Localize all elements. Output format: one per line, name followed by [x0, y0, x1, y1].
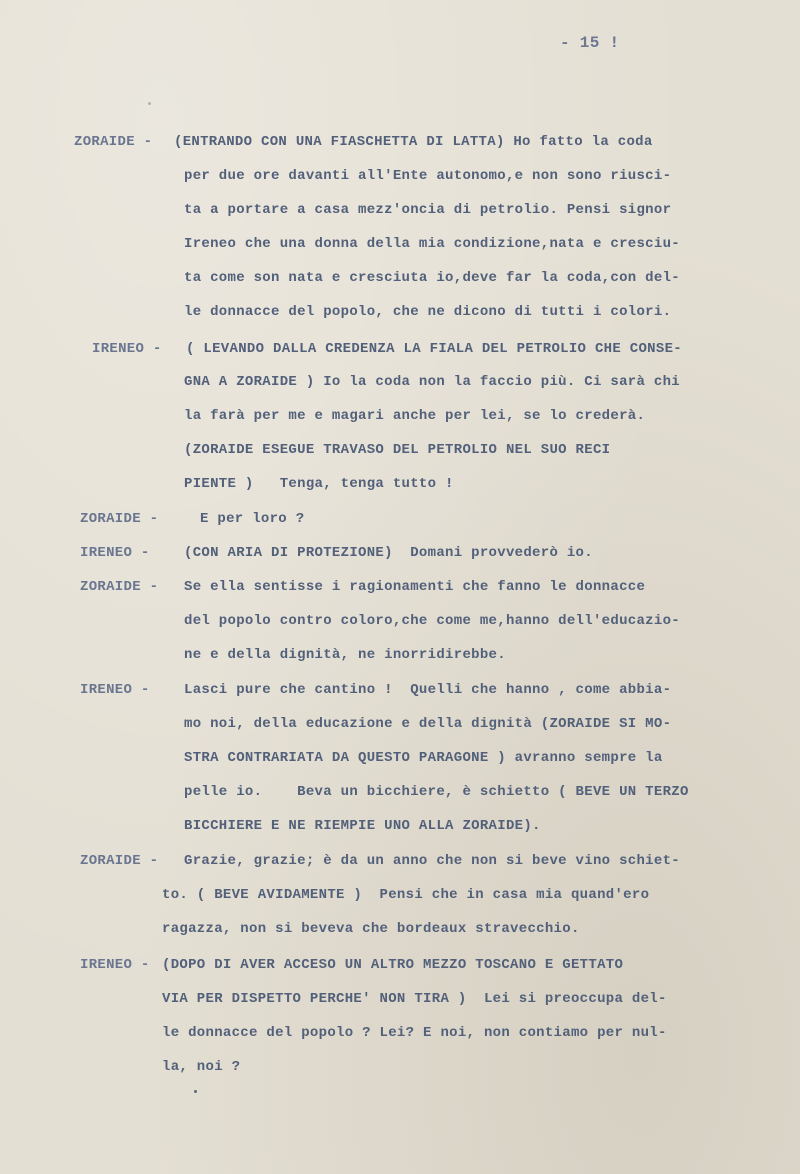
dialogue-line: to. ( BEVE AVIDAMENTE ) Pensi che in casa mia quand'ero	[162, 887, 650, 903]
dialogue-line: pelle io. Beva un bicchiere, è schietto ( BEVE UN TERZO	[184, 784, 689, 800]
stage-direction-line: ( LEVANDO DALLA CREDENZA LA FIALA DEL PETROLIO CHE CONSE-	[186, 341, 682, 357]
speaker-label: IRENEO -	[80, 545, 150, 561]
dialogue-line: per due ore davanti all'Ente autonomo,e non sono riusci-	[184, 168, 672, 184]
dialogue-line: ne e della dignità, ne inorridirebbe.	[184, 647, 506, 663]
stage-direction-line: BICCHIERE E NE RIEMPIE UNO ALLA ZORAIDE).	[184, 818, 541, 834]
ink-mark	[148, 102, 151, 105]
speaker-label: ZORAIDE -	[74, 134, 153, 150]
page-number: - 15 !	[560, 34, 620, 52]
dialogue-line: Se ella sentisse i ragionamenti che fanno le donnacce	[184, 579, 646, 595]
dialogue-line: Ireneo che una donna della mia condizione,nata e cresciu-	[184, 236, 680, 252]
dialogue-line: mo noi, della educazione e della dignità (ZORAIDE SI MO-	[184, 716, 672, 732]
speaker-label: ZORAIDE -	[80, 511, 159, 527]
stage-direction-line: (DOPO DI AVER ACCESO UN ALTRO MEZZO TOSCANO E GETTATO	[162, 957, 624, 973]
ink-dot	[194, 1090, 197, 1093]
speaker-label: IRENEO -	[80, 957, 150, 973]
dialogue-line: ragazza, non si beveva che bordeaux stravecchio.	[162, 921, 580, 937]
dialogue-line: del popolo contro coloro,che come me,hanno dell'educazio-	[184, 613, 680, 629]
dialogue-line: ta a portare a casa mezz'oncia di petrolio. Pensi signor	[184, 202, 672, 218]
dialogue-line: le donnacce del popolo ? Lei? E noi, non contiamo per nul-	[162, 1025, 667, 1041]
speaker-label: IRENEO -	[92, 341, 162, 357]
dialogue-line: le donnacce del popolo, che ne dicono di tutti i colori.	[184, 304, 672, 320]
speaker-label: ZORAIDE -	[80, 853, 159, 869]
stage-direction-line: VIA PER DISPETTO PERCHE' NON TIRA ) Lei si preoccupa del-	[162, 991, 667, 1007]
dialogue-line: la farà per me e magari anche per lei, se lo crederà.	[184, 408, 646, 424]
speaker-label: ZORAIDE -	[80, 579, 159, 595]
dialogue-line: GNA A ZORAIDE ) Io la coda non la faccio più. Ci sarà chi	[184, 374, 680, 390]
speaker-label: IRENEO -	[80, 682, 150, 698]
dialogue-line: PIENTE ) Tenga, tenga tutto !	[184, 476, 454, 492]
stage-direction-line: (ZORAIDE ESEGUE TRAVASO DEL PETROLIO NEL SUO RECI	[184, 442, 611, 458]
dialogue-line: E per loro ?	[200, 511, 305, 527]
dialogue-line: la, noi ?	[162, 1059, 241, 1075]
stage-direction-line: (ENTRANDO CON UNA FIASCHETTA DI LATTA) Ho fatto la coda	[174, 134, 653, 150]
dialogue-line: (CON ARIA DI PROTEZIONE) Domani provvederò io.	[184, 545, 593, 561]
dialogue-line: Grazie, grazie; è da un anno che non si beve vino schiet-	[184, 853, 680, 869]
dialogue-line: Lasci pure che cantino ! Quelli che hanno , come abbia-	[184, 682, 672, 698]
stage-direction-line: STRA CONTRARIATA DA QUESTO PARAGONE ) avranno sempre la	[184, 750, 663, 766]
dialogue-line: ta come son nata e cresciuta io,deve far la coda,con del-	[184, 270, 680, 286]
